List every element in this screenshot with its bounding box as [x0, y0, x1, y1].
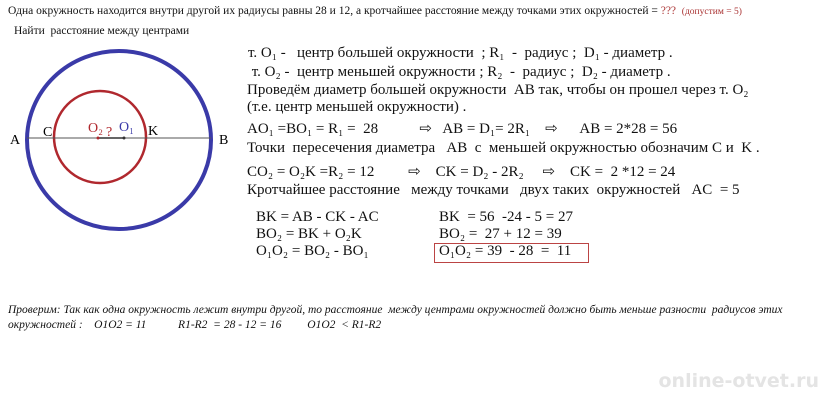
solution-line: Проведём диаметр большей окружности АВ так, чтобы он прошел через т. O₂	[247, 82, 749, 98]
point-o1	[123, 137, 126, 140]
check-line-1: Проверим: Так как одна окружность лежит внутри другой, то расстояние между центрами окружностей должно быть меньше разности радиусов этих	[8, 304, 783, 316]
solution-line: (т.е. центр меньшей окружности) .	[247, 99, 467, 115]
check-line-2: окружностей : O1O2 = 11 R1-R2 = 28 - 12 = 16 O1O2 < R1-R2	[8, 319, 382, 331]
label-k: K	[148, 124, 159, 139]
inner-circle	[54, 91, 146, 183]
circles-diagram	[0, 0, 240, 245]
solution-line: Точки пересечения диаметра АВ с меньшей окружностью обозначим C и K .	[247, 140, 760, 156]
point-o2	[97, 137, 100, 140]
task-text: Найти расстояние между центрами	[14, 25, 190, 37]
label-o1: O₁	[119, 120, 134, 135]
label-b: B	[219, 133, 229, 148]
solution-line: т. O₁ - центр большей окружности ; R₁ - радиус ; D₁ - диаметр .	[248, 45, 673, 61]
solution-line: AO₁ =BO₁ = R₁ = 28 ⇨ AB = D₁= 2R₁ ⇨ AB = 2*28 = 56	[247, 121, 678, 137]
problem-text: Одна окружность находится внутри другой их радиусы равны 28 и 12, а кротчайшее расстояние между точками этих окружностей =	[8, 5, 661, 17]
watermark: online-otvet.ru	[658, 370, 819, 392]
solution-line: CO₂ = O₂K =R₂ = 12 ⇨ CK = D₂ - 2R₂ ⇨ CK = 2 *12 = 24	[247, 164, 676, 180]
label-question: ?	[106, 125, 113, 140]
solution-line: Кротчайшее расстояние между точками двух таких окружностей AC = 5	[247, 182, 740, 198]
solution-line: т. O₂ - центр меньшей окружности ; R₂ - радиус ; D₂ - диаметр .	[248, 64, 671, 80]
unknown-value: ???	[660, 5, 677, 17]
label-a: A	[10, 133, 21, 148]
calc-bk: BK = 56 -24 - 5 = 27	[439, 209, 573, 225]
formula-bk: BK = AB - CK - AC	[256, 209, 379, 225]
label-c: C	[43, 125, 53, 140]
answer-o1o2: O₁O₂ = 39 - 28 = 11	[439, 243, 572, 259]
formula-bo2: BO₂ = BK + O₂K	[256, 226, 362, 242]
formula-o1o2: O₁O₂ = BO₂ - BO₁	[256, 243, 369, 259]
hint-text: (допустим = 5)	[681, 7, 742, 17]
label-o2: O₂	[88, 121, 103, 136]
calc-bo2: BO₂ = 27 + 12 = 39	[439, 226, 562, 242]
